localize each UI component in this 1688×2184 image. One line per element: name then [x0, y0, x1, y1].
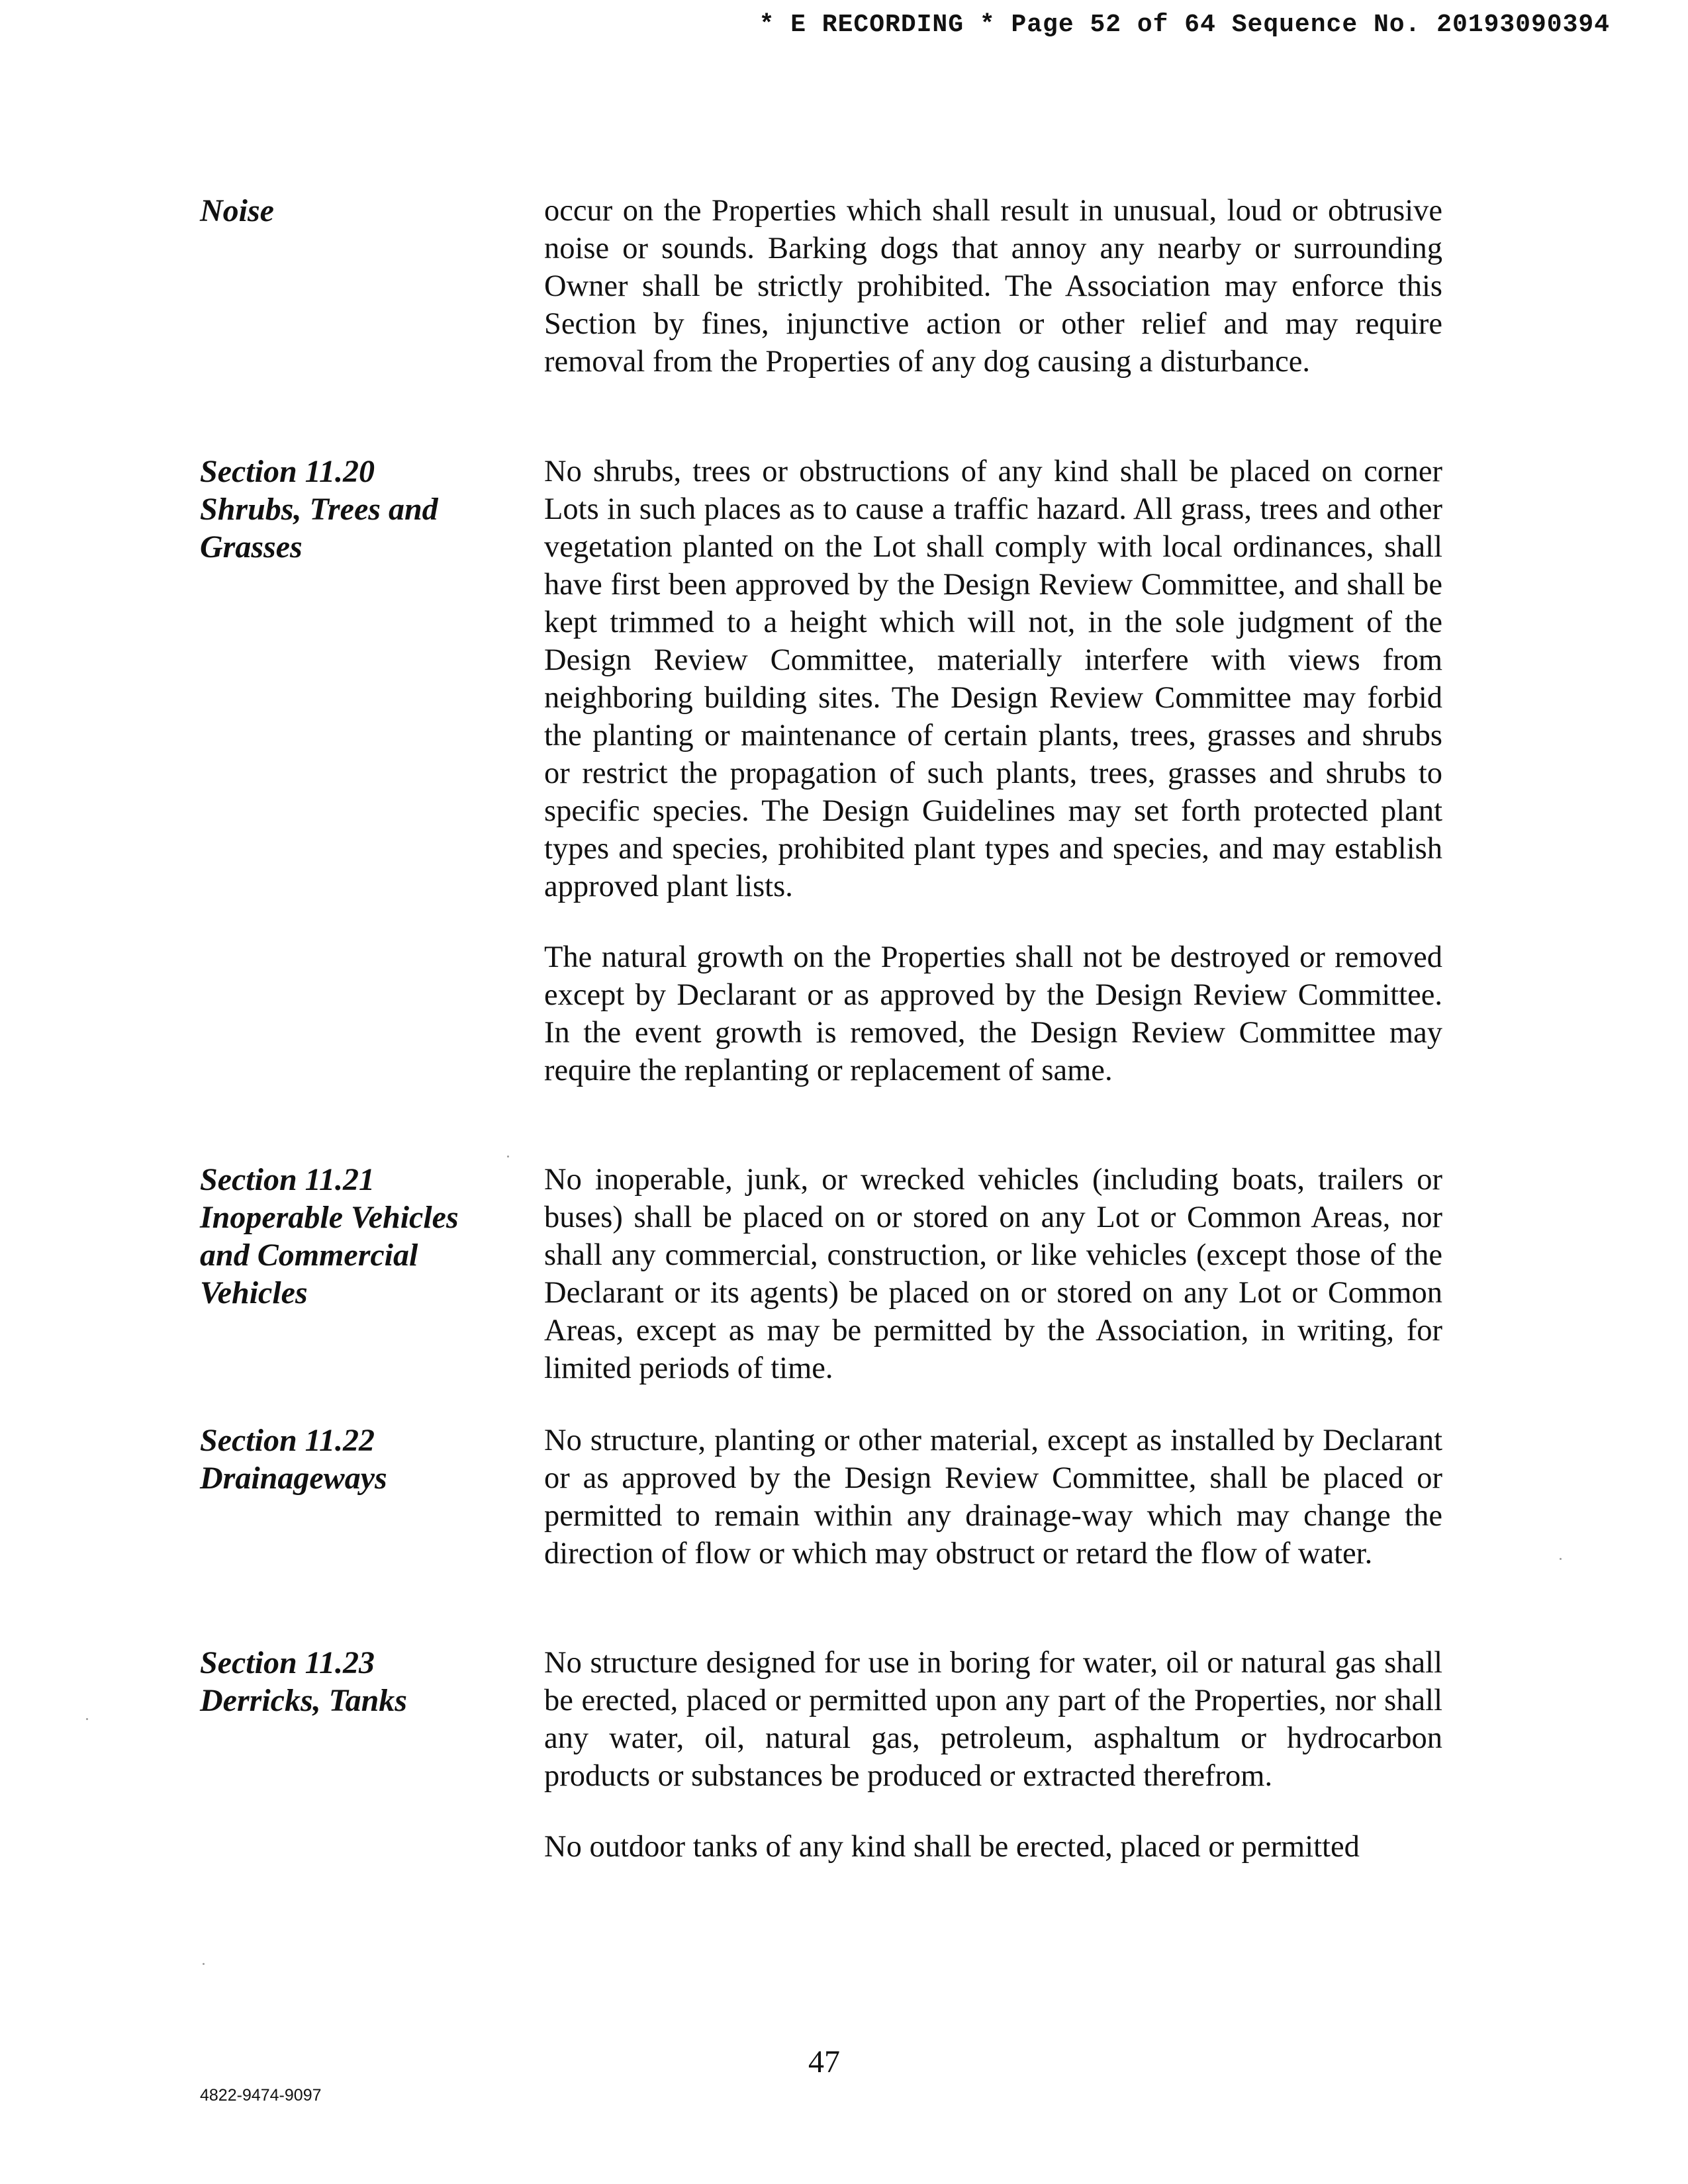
heading-line: Derricks, Tanks — [200, 1683, 407, 1718]
section-body — [544, 1422, 1442, 1606]
section-heading — [200, 192, 511, 230]
heading-line: and Commercial — [200, 1238, 418, 1273]
heading-line: Section 11.22 — [200, 1423, 375, 1458]
paragraph: No structure designed for use in boring for water, oil or natural gas shall be erected, placed or permitted upon any part of the Properties, nor shall any water, oil, natural gas, petroleum, asphaltum or hydrocarbon products or substances be produced or extracted therefrom. — [544, 1646, 1442, 1793]
heading-line: Section 11.21 — [200, 1162, 375, 1197]
heading-line: Inoperable Vehicles — [200, 1200, 459, 1235]
scan-speck — [1560, 1558, 1562, 1560]
heading-line: Shrubs, Trees and — [200, 492, 438, 527]
heading-line: Noise — [200, 193, 274, 228]
section-body — [544, 192, 1442, 414]
paragraph: The natural growth on the Properties shall not be destroyed or removed except by Declarant or as approved by the Design Review Committee. In the event growth is removed, the Design Review Committee may require the replanting or replacement of same. — [544, 940, 1442, 1087]
paragraph: No outdoor tanks of any kind shall be erected, placed or permitted — [544, 1830, 1360, 1864]
document-id: 4822-9474-9097 — [200, 2086, 322, 2105]
scan-speck — [86, 1718, 88, 1720]
heading-line: Grasses — [200, 529, 303, 565]
heading-line: Section 11.23 — [200, 1645, 375, 1680]
page-number: 47 — [808, 2044, 840, 2079]
paragraph: No shrubs, trees or obstructions of any kind shall be placed on corner Lots in such places as to cause a traffic hazard. All grass, trees and other vegetation planted on the Lot shall comply with local ordinances, shall have first been approved by the Design Review Committee, and shall be kept trimmed to a height which will not, in the sole judgment of the Design Review Committee, materially interfere with views from neighboring building sites. The Design Review Committee may forbid the planting or maintenance of certain plants, trees, grasses and shrubs or restrict the propagation of such plants, trees, grasses and shrubs to specific species. The Design Guidelines may set forth protected plant types and species, prohibited plant types and species, and may establish approved plant lists. — [544, 455, 1442, 903]
scan-speck — [203, 1963, 205, 1965]
paragraph: No structure, planting or other material, except as installed by Declarant or as approved by the Design Review Committee, shall be placed or permitted to remain within any drainage-way which may change the direction of flow or which may obstruct or retard the flow of water. — [544, 1424, 1442, 1570]
section-heading — [200, 1161, 511, 1312]
paragraph: occur on the Properties which shall result in unusual, loud or obtrusive noise or sounds. Barking dogs that annoy any nearby or surrounding Owner shall be strictly prohibited. The Association may enforce this Section by fines, injunctive action or other relief and may require removal from the Properties of any dog causing a disturbance. — [544, 194, 1442, 379]
section-heading — [200, 1422, 511, 1497]
paragraph: No inoperable, junk, or wrecked vehicles (including boats, trailers or buses) shall be placed on or stored on any Lot or Common Areas, nor shall any commercial, construction, or like vehicles (except those of the Declarant or its agents) be placed on or stored on any Lot or Common Areas, except as may be permitted by the Association, in writing, for limited periods of time. — [544, 1163, 1442, 1385]
heading-line: Vehicles — [200, 1275, 308, 1310]
section-body — [544, 1644, 1442, 1899]
heading-line: Section 11.20 — [200, 454, 375, 489]
recording-header: * E RECORDING * Page 52 of 64 Sequence No. 20193090394 — [759, 11, 1610, 39]
section-heading — [200, 453, 511, 566]
section-heading — [200, 1644, 511, 1719]
scan-speck — [507, 1156, 509, 1158]
section-body — [544, 453, 1442, 1122]
section-body — [544, 1161, 1442, 1420]
heading-line: Drainageways — [200, 1461, 387, 1496]
